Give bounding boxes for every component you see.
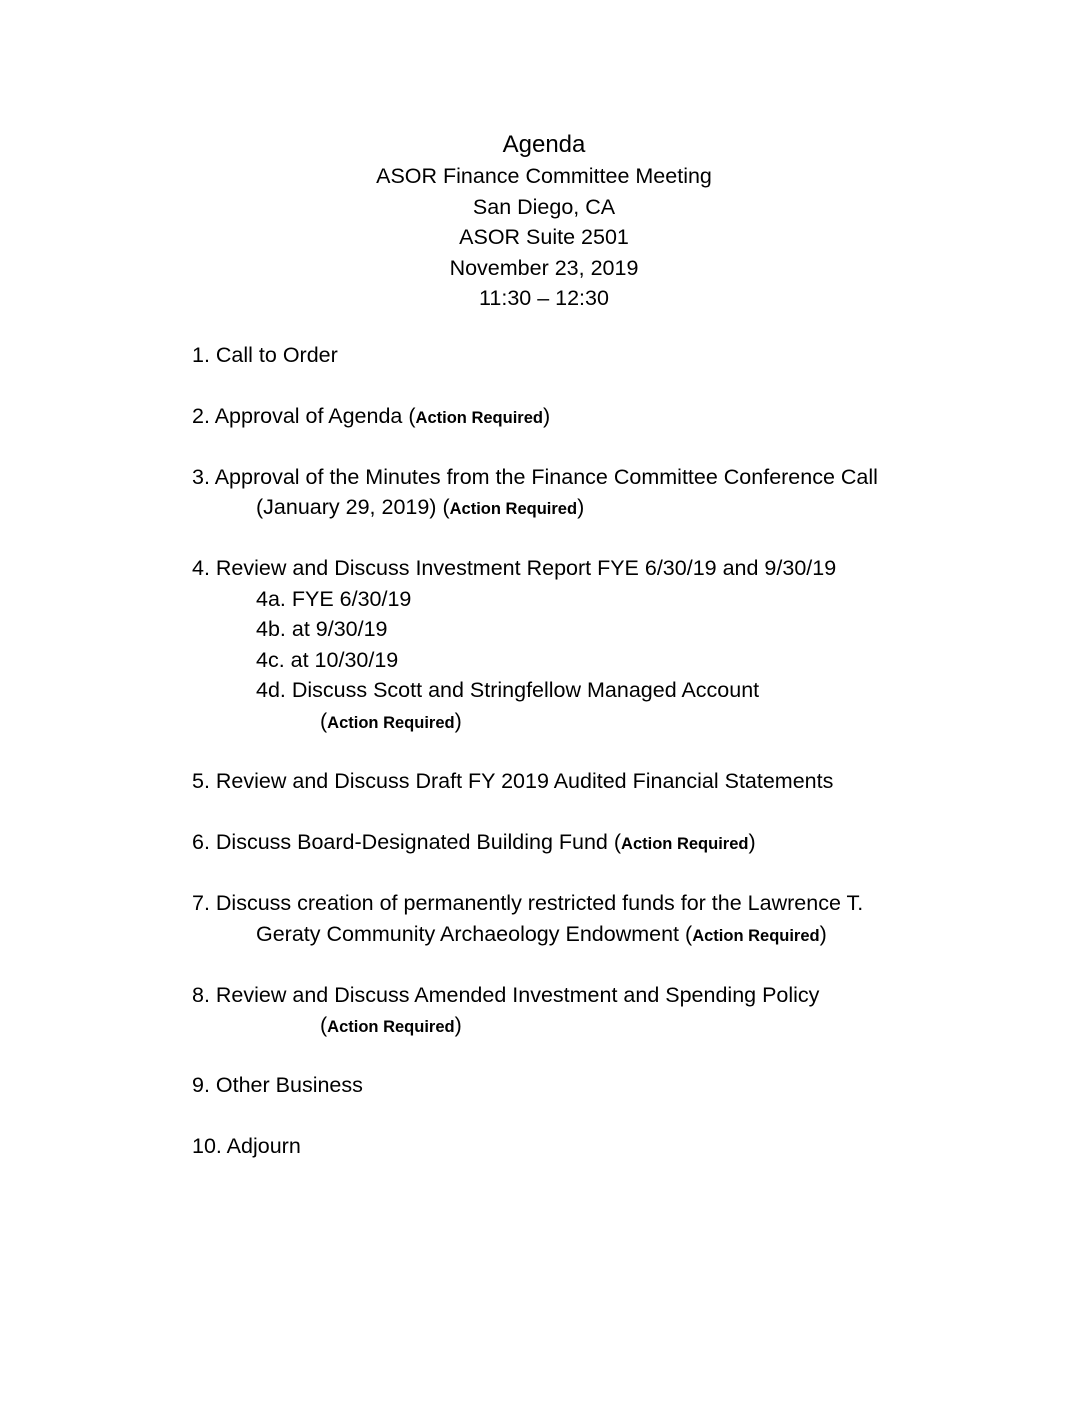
agenda-item-8-text: 8. Review and Discuss Amended Investment and Spending Policy xyxy=(192,983,820,1007)
action-required-badge: Action Required xyxy=(621,835,749,853)
agenda-subitem-4d xyxy=(256,675,759,706)
action-required-badge: Action Required xyxy=(449,500,578,518)
agenda-item-7-text: 7. Discuss creation of permanently restricted funds for the Lawrence T. xyxy=(192,891,864,915)
open-paren: ( xyxy=(613,830,622,854)
open-paren: ( xyxy=(320,709,328,733)
agenda-subitem-4d-text: 4d. Discuss Scott and Stringfellow Managed Account xyxy=(256,678,760,702)
meeting-name: ASOR Finance Committee Meeting xyxy=(376,164,712,188)
open-paren: ( xyxy=(685,922,693,946)
agenda-item-1 xyxy=(192,340,338,371)
close-paren: ) xyxy=(819,922,827,946)
meeting-date: November 23, 2019 xyxy=(449,255,639,280)
agenda-item-8 xyxy=(192,980,819,1011)
agenda-item-6-text: 6. Discuss Board-Designated Building Fund xyxy=(192,830,614,854)
close-paren: ) xyxy=(454,1013,462,1037)
agenda-subitem-4b-text: 4b. at 9/30/19 xyxy=(256,617,388,641)
agenda-subitem-4a-text: 4a. FYE 6/30/19 xyxy=(256,587,412,611)
open-paren: ( xyxy=(320,1013,328,1037)
close-paren: ) xyxy=(577,495,585,519)
agenda-item-2 xyxy=(192,401,550,434)
close-paren: ) xyxy=(454,709,462,733)
agenda-subitem-4a xyxy=(256,584,411,615)
agenda-item-2-text: 2. Approval of Agenda xyxy=(192,404,409,428)
agenda-item-7-continuation xyxy=(256,919,827,952)
agenda-item-3-continuation xyxy=(256,492,584,525)
agenda-subitem-4d-action xyxy=(320,706,462,739)
agenda-item-5-text: 5. Review and Discuss Draft FY 2019 Audited Financial Statements xyxy=(192,769,834,793)
action-required-badge: Action Required xyxy=(415,409,543,427)
agenda-item-7 xyxy=(192,888,863,919)
agenda-item-6 xyxy=(192,827,756,860)
action-required-badge: Action Required xyxy=(327,1018,455,1036)
agenda-item-9 xyxy=(192,1070,363,1101)
agenda-item-8-action xyxy=(320,1010,462,1043)
open-paren: ( xyxy=(442,495,450,519)
agenda-subitem-4b xyxy=(256,614,388,645)
agenda-item-7-cont-text: Geraty Community Archaeology Endowment xyxy=(256,922,686,946)
meeting-room: ASOR Suite 2501 xyxy=(459,225,629,249)
agenda-item-1-text: 1. Call to Order xyxy=(192,343,338,367)
open-paren: ( xyxy=(408,404,416,428)
agenda-item-10 xyxy=(192,1131,301,1162)
agenda-subitem-4c xyxy=(256,645,398,676)
action-required-badge: Action Required xyxy=(327,714,455,732)
agenda-subitem-4c-text: 4c. at 10/30/19 xyxy=(256,648,399,672)
page-title: Agenda xyxy=(502,131,586,158)
action-required-badge: Action Required xyxy=(692,927,820,945)
close-paren: ) xyxy=(748,830,756,854)
agenda-item-3-text: 3. Approval of the Minutes from the Finance Committee Conference Call xyxy=(192,465,878,489)
agenda-item-3 xyxy=(192,462,878,493)
agenda-header xyxy=(0,128,1088,314)
agenda-item-3-cont-text: (January 29, 2019) xyxy=(256,495,443,519)
close-paren: ) xyxy=(542,404,551,428)
agenda-item-4-text: 4. Review and Discuss Investment Report FYE 6/30/19 and 9/30/19 xyxy=(192,556,837,580)
agenda-item-5 xyxy=(192,766,833,797)
meeting-location: San Diego, CA xyxy=(472,194,616,219)
agenda-item-9-text: 9. Other Business xyxy=(192,1073,363,1097)
agenda-item-4 xyxy=(192,553,836,584)
meeting-time: 11:30 – 12:30 xyxy=(479,286,609,310)
agenda-item-10-text: 10. Adjourn xyxy=(192,1134,301,1158)
